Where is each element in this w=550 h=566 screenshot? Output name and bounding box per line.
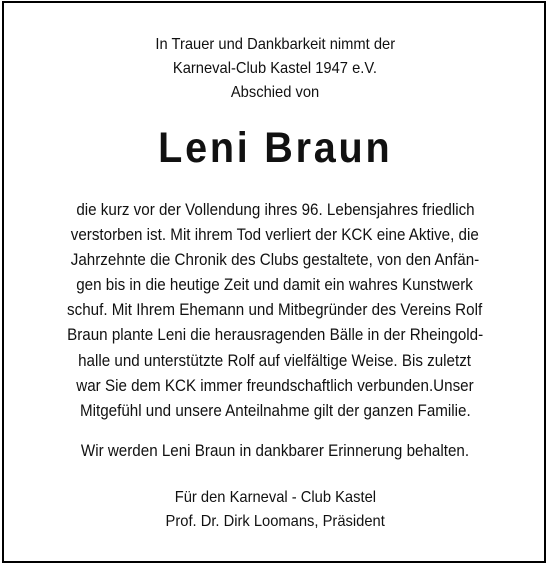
intro-text [0,33,550,105]
body-line: Mitgefühl und unsere Anteilnahme gilt der ganzen Familie. [79,401,471,420]
intro-line: Karneval-Club Kastel 1947 e.V. [172,60,378,77]
body-line: Braun plante Leni die herausragenden Bälle in der Rheingold- [66,326,484,345]
body-line: war Sie dem KCK immer freundschaftlich verbunden.Unser [76,376,474,395]
body-line: halle und unterstützte Rolf auf vielfältige Weise. Bis zuletzt [78,351,472,370]
body-line: Jahrzehnte die Chronik des Clubs gestaltete, von den Anfän- [70,251,480,270]
deceased-name: Leni Braun [157,124,393,172]
intro-line: In Trauer und Dankbarkeit nimmt der [155,36,395,53]
body-line: gen bis in die heutige Zeit und damit ein wahres Kunstwerk [76,276,474,295]
signature-person: Prof. Dr. Dirk Loomans, Präsident [165,513,385,530]
obituary-body [0,198,550,424]
signature-block [0,486,550,534]
intro-line: Abschied von [230,84,320,101]
body-line: die kurz vor der Vollendung ihres 96. Lebensjahres friedlich [75,201,475,219]
closing-sentence: Wir werden Leni Braun in dankbarer Erinnerung behalten. [80,442,470,460]
body-line: schuf. Mit Ihrem Ehemann und Mitbegründer des Vereins Rolf [67,301,483,320]
body-line: verstorben ist. Mit ihrem Tod verliert der KCK eine Aktive, die [70,226,480,245]
signature-org: Für den Karneval - Club Kastel [174,489,376,506]
